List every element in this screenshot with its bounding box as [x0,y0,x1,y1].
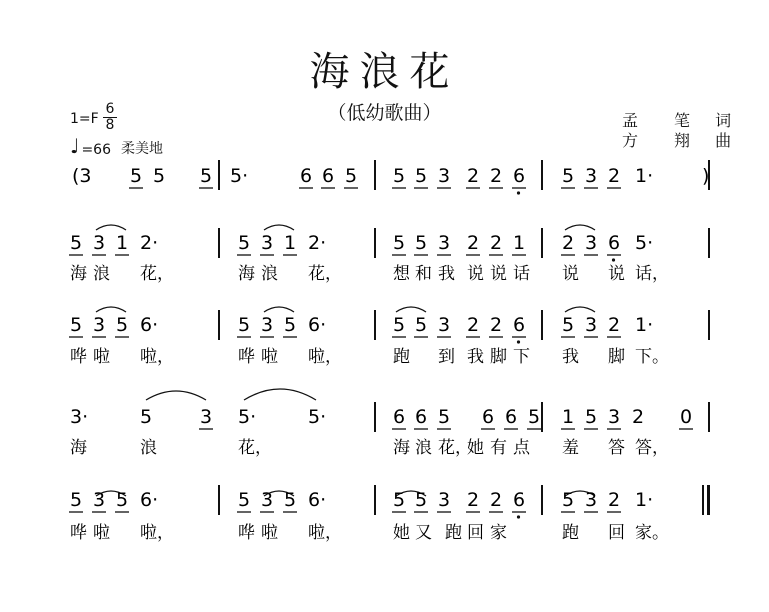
lyricist-credit: 孟 笔 词 [622,111,742,130]
lyric-char: 和 [415,264,432,284]
lyric-char: 她 [467,438,484,458]
jianpu-note: 3 [261,232,274,254]
lyric-char: 有 [490,438,507,458]
notes-layer [69,165,709,543]
jianpu-note: 5 [238,489,251,511]
lyric-char: 羞 [562,438,579,458]
jianpu-note: 5 [415,165,428,187]
jianpu-note: 3 [93,489,106,511]
jianpu-note: 5 [70,232,83,254]
lyric-char: 家 [490,523,507,543]
slur-arc [264,307,294,312]
composer-credit: 方 翔 曲 [622,131,742,150]
jianpu-note: 3 [585,232,598,254]
jianpu-note: 3 [438,314,451,336]
jianpu-note: 5 [116,314,129,336]
jianpu-note: 5 [140,406,153,428]
jianpu-note: 5 [153,165,166,187]
jianpu-note: 6 [393,406,406,428]
jianpu-note: 5 [70,314,83,336]
lyric-char: 花， [308,264,342,284]
jianpu-note: 5 [562,314,575,336]
song-title: 海浪花 [309,49,460,95]
jianpu-note: 2 [608,314,621,336]
jianpu-note: 6 [608,232,621,254]
slur-arc [96,307,126,312]
jianpu-note: 5 [238,232,251,254]
quarter-note-icon: ♩ [70,134,80,158]
jianpu-note: 5 [130,165,143,187]
jianpu-note: 1· [635,489,654,511]
lyric-char: 哗 [70,347,87,367]
low-octave-dot [612,258,615,261]
jianpu-note: 5 [562,489,575,511]
jianpu-note: 2· [308,232,327,254]
jianpu-note: 6 [513,165,526,187]
jianpu-note: 3· [70,406,89,428]
jianpu-note: 5 [238,314,251,336]
lyric-char: 想 [393,264,410,284]
time-signature-top: 6 [105,101,115,117]
lyric-char: 浪 [93,264,110,284]
jianpu-note: 5· [308,406,327,428]
jianpu-note: 2 [490,165,503,187]
jianpu-note: 6 [300,165,313,187]
jianpu-note: ) [702,165,710,187]
lyric-char: 啦 [261,347,278,367]
jianpu-note: 3 [585,165,598,187]
lyric-char: 回 [608,523,625,543]
jianpu-note: 5 [415,489,428,511]
time-signature-bottom: 8 [105,117,115,133]
tempo-value: =66 [81,142,111,158]
jianpu-note: 2 [632,406,645,428]
lyric-char: 浪 [140,438,157,458]
lyric-char: 浪 [261,264,278,284]
jianpu-note: 5· [635,232,654,254]
jianpu-note: 3 [93,232,106,254]
lyric-char: 花， [438,438,472,458]
lyric-char: 答， [635,438,669,458]
jianpu-note: 2 [608,165,621,187]
jianpu-note: 3 [608,406,621,428]
jianpu-note: 3 [438,232,451,254]
lyric-char: 又 [415,523,432,543]
lyric-char: 我 [467,347,484,367]
jianpu-note: 5 [200,165,213,187]
low-octave-dot [517,515,520,518]
jianpu-note: 3 [261,314,274,336]
slur-arc [264,225,294,230]
lyric-char: 海 [70,264,87,284]
jianpu-note: 5 [393,232,406,254]
jianpu-note: 5 [585,406,598,428]
lyric-char: 花， [140,264,174,284]
jianpu-note: 1 [284,232,297,254]
jianpu-note: 2 [490,232,503,254]
jianpu-note: 2 [467,232,480,254]
key-signature: 1=F [70,111,99,127]
song-subtitle: （低幼歌曲） [327,102,442,124]
lyric-char: 下。 [635,347,669,367]
jianpu-note: 3 [438,489,451,511]
tempo-expression: 柔美地 [120,141,163,157]
jianpu-note: 2 [490,314,503,336]
jianpu-note: 3 [438,165,451,187]
jianpu-note: 5 [562,165,575,187]
jianpu-note: 6· [140,314,159,336]
jianpu-note: 3 [200,406,213,428]
jianpu-note: 6 [415,406,428,428]
jianpu-note: 1 [562,406,575,428]
lyric-char: 跑 [445,523,462,543]
slur-arc [96,225,126,230]
jianpu-note: 1· [635,165,654,187]
lyric-char: 跑 [393,347,410,367]
jianpu-note: 5 [393,489,406,511]
jianpu-note: 5 [438,406,451,428]
lyric-char: 啦 [93,523,110,543]
lyric-char: 海 [70,438,87,458]
jianpu-note: 1 [513,232,526,254]
jianpu-note: 6· [308,489,327,511]
lyric-char: 跑 [562,523,579,543]
lyric-char: 花， [238,438,272,458]
lyric-char: 啦， [308,523,342,543]
jianpu-note: 5· [230,165,249,187]
slur-arc [244,389,316,400]
jianpu-note: 5 [415,232,428,254]
low-octave-dot [517,191,520,194]
jianpu-note: 2· [140,232,159,254]
lyric-char: 我 [438,264,455,284]
jianpu-note: 6· [308,314,327,336]
jianpu-note: 5 [393,314,406,336]
jianpu-note: 5 [393,165,406,187]
lyric-char: 哗 [70,523,87,543]
jianpu-note: 2 [490,489,503,511]
jianpu-note: 2 [608,489,621,511]
jianpu-note: (3 [72,165,92,187]
lyric-char: 她 [393,523,410,543]
lyric-char: 点 [513,438,530,458]
jianpu-note: 6 [513,314,526,336]
jianpu-note: 3 [585,314,598,336]
lyric-char: 到 [438,347,455,367]
slur-arc [396,307,426,312]
lyric-char: 哗 [238,523,255,543]
jianpu-note: 2 [467,165,480,187]
jianpu-note: 5 [116,489,129,511]
slur-arc [565,307,595,312]
jianpu-note: 5 [284,489,297,511]
jianpu-note: 2 [467,314,480,336]
jianpu-note: 6 [482,406,495,428]
lyric-char: 啦 [261,523,278,543]
lyric-char: 家。 [635,523,669,543]
jianpu-note: 3 [261,489,274,511]
jianpu-note: 5· [238,406,257,428]
jianpu-note: 5 [528,406,541,428]
jianpu-note: 6 [505,406,518,428]
jianpu-note: 5 [284,314,297,336]
jianpu-note: 0 [680,406,693,428]
lyric-char: 说 [467,264,484,284]
lyric-char: 海 [393,438,410,458]
low-octave-dot [517,340,520,343]
lyric-char: 话 [513,264,530,284]
jianpu-note: 2 [467,489,480,511]
jianpu-note: 6 [322,165,335,187]
slur-arc [565,225,595,230]
lyric-char: 下 [513,347,530,367]
jianpu-note: 1 [116,232,129,254]
lyric-char: 哗 [238,347,255,367]
lyric-char: 啦， [308,347,342,367]
jianpu-note: 6 [513,489,526,511]
lyric-char: 话， [635,264,669,284]
lyric-char: 脚 [490,347,507,367]
lyric-char: 说 [608,264,625,284]
lyric-char: 回 [467,523,484,543]
jianpu-note: 3 [585,489,598,511]
lyric-char: 浪 [415,438,432,458]
lyric-char: 啦， [140,523,174,543]
lyric-char: 说 [490,264,507,284]
lyric-char: 啦 [93,347,110,367]
jianpu-note: 3 [93,314,106,336]
lyric-char: 我 [562,347,579,367]
lyric-char: 脚 [608,347,625,367]
jianpu-note: 6· [140,489,159,511]
jianpu-note: 5 [345,165,358,187]
jianpu-note: 5 [70,489,83,511]
jianpu-note: 2 [562,232,575,254]
slur-arc [146,391,206,400]
jianpu-note: 1· [635,314,654,336]
lyric-char: 海 [238,264,255,284]
lyric-char: 答 [608,438,625,458]
lyric-char: 啦， [140,347,174,367]
jianpu-note: 5 [415,314,428,336]
lyric-char: 说 [562,264,579,284]
